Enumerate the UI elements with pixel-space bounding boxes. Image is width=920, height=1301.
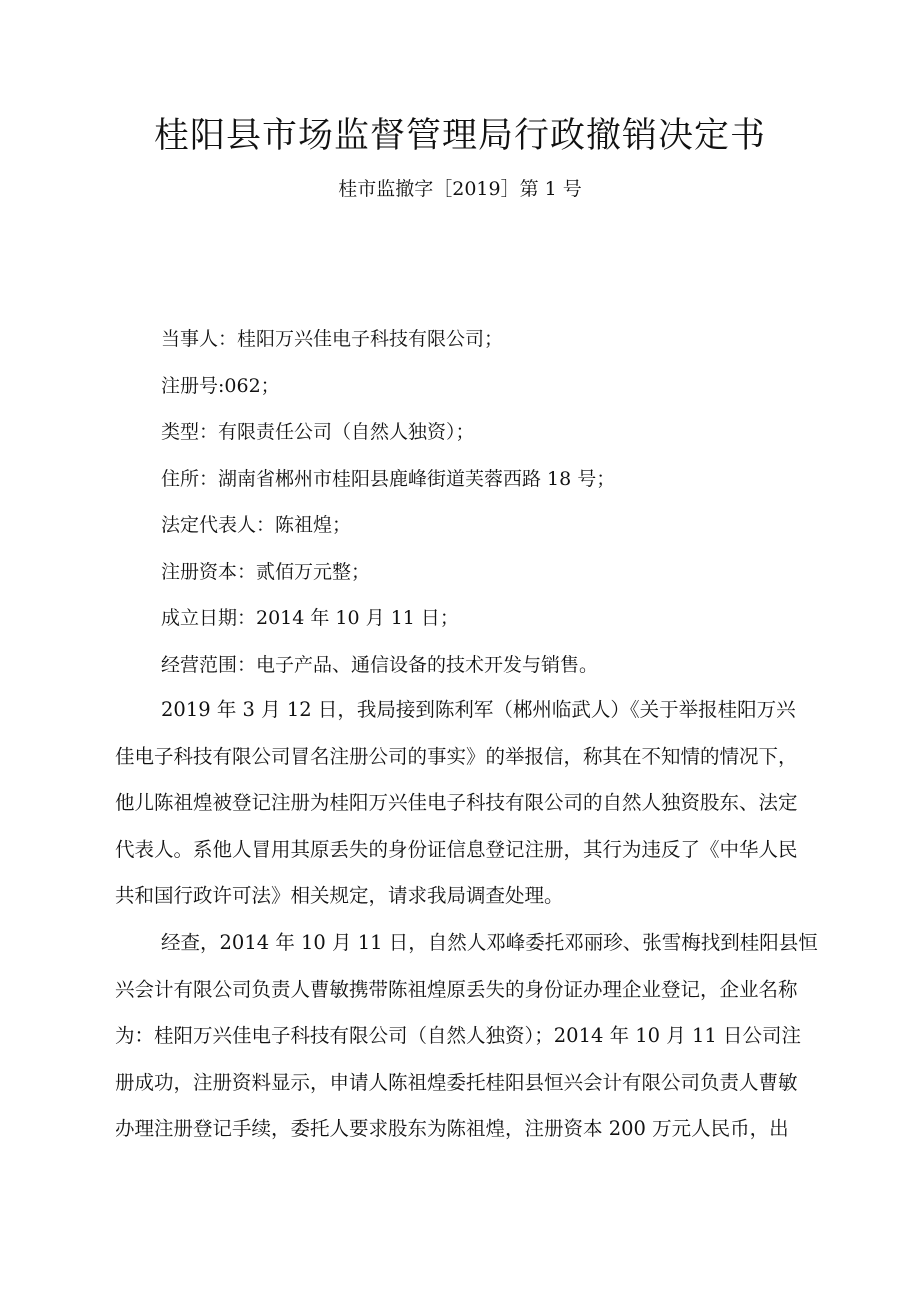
field-address: 住所：湖南省郴州市桂阳县鹿峰街道芙蓉西路 18 号；: [161, 467, 616, 490]
paragraph-line: 兴会计有限公司负责人曹敏携带陈祖煌原丢失的身份证办理企业登记，企业名称: [115, 977, 798, 1001]
paragraph-line: 2019 年 3 月 12 日，我局接到陈利军（郴州临武人）《关于举报桂阳万兴: [161, 698, 796, 721]
field-type: 类型：有限责任公司（自然人独资）；: [161, 421, 475, 443]
field-legal-representative: 法定代表人：陈祖煌；: [161, 514, 352, 536]
field-business-scope: 经营范围：电子产品、通信设备的技术开发与销售。: [161, 653, 599, 676]
paragraph-line: 经查，2014 年 10 月 11 日，自然人邓峰委托邓丽珍、张雪梅找到桂阳县恒: [161, 931, 818, 954]
field-establishment-date: 成立日期：2014 年 10 月 11 日；: [161, 607, 459, 629]
field-party: 当事人：桂阳万兴佳电子科技有限公司；: [161, 328, 504, 350]
document-number: 桂市监撤字［2019］第 1 号: [338, 178, 582, 200]
paragraph-line: 他儿陈祖煌被登记注册为桂阳万兴佳电子科技有限公司的自然人独资股东、法定: [115, 791, 798, 814]
paragraph-line: 册成功，注册资料显示，申请人陈祖煌委托桂阳县恒兴会计有限公司负责人曹敏: [115, 1070, 798, 1094]
field-registered-capital: 注册资本：贰佰万元整；: [161, 560, 371, 583]
paragraph-line: 代表人。系他人冒用其原丢失的身份证信息登记注册，其行为违反了《中华人民: [115, 837, 798, 861]
party-info-list: [161, 316, 841, 688]
paragraph-line: 佳电子科技有限公司冒名注册公司的事实》的举报信，称其在不知情的情况下，: [115, 744, 798, 768]
paragraph-complaint: [115, 687, 805, 920]
paragraph-line: 共和国行政许可法》相关规定，请求我局调查处理。: [115, 884, 564, 907]
paragraph-line: 办理注册登记手续，委托人要求股东为陈祖煌，注册资本 200 万元人民币，出: [115, 1117, 789, 1140]
paragraph-line: 为：桂阳万兴佳电子科技有限公司（自然人独资）；2014 年 10 月 11 日公司注: [115, 1024, 801, 1047]
document-title: 桂阳县市场监督管理局行政撤销决定书: [153, 116, 766, 156]
field-registration-number: 注册号:062；: [161, 374, 280, 397]
paragraph-investigation: [115, 920, 818, 1153]
